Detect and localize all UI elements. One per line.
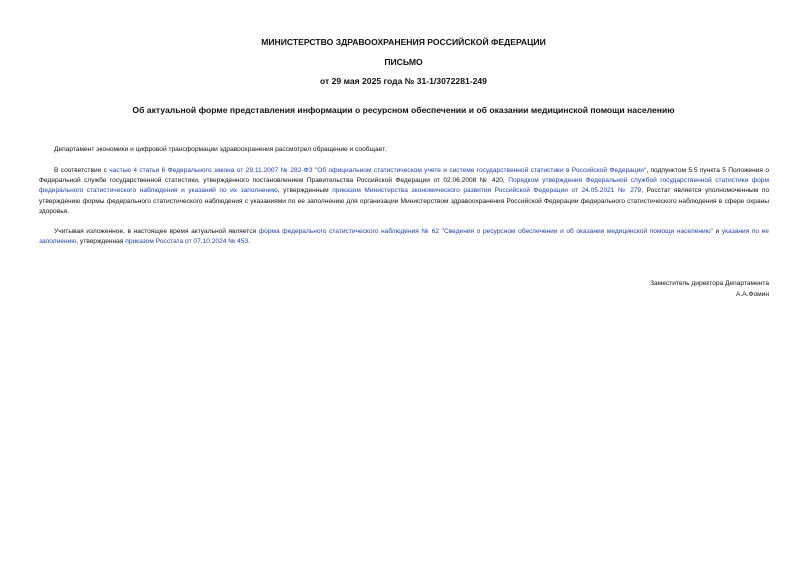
paragraph-intro bbox=[39, 145, 769, 155]
link-rosstat-forms-procedure[interactable]: Порядком утверждения Федеральной службой государственной статистики форм федерального статистического наблюдения и указаний по их заполнению bbox=[39, 177, 769, 195]
p2-text-4: , Росстат является уполномоченным по утверждению формы федерального статистического наблюдения с указаниями по ее заполнению для организации Министерством здравоохранения Российской Федерации федерального статистического наблюдения в сфере охраны здоровья. bbox=[39, 187, 769, 215]
p2-text-1: В соответствии с bbox=[54, 167, 110, 174]
ministry-title: МИНИСТЕРСТВО ЗДРАВООХРАНЕНИЯ РОССИЙСКОЙ ФЕДЕРАЦИИ bbox=[261, 37, 546, 47]
p2-text-3: , утвержденным bbox=[277, 187, 333, 195]
p3-text-2: и bbox=[713, 228, 722, 235]
link-form-62-instructions[interactable]: указания по ее заполнению bbox=[39, 228, 769, 246]
p3-text-3: , утвержденная bbox=[76, 238, 126, 246]
document-subject: Об актуальной форме представления информации о ресурсном обеспечении и об оказании медицинской помощи населению bbox=[132, 105, 675, 115]
p3-text-1: Учитывая изложенное, в настоящее время актуальной является bbox=[54, 228, 259, 235]
link-rosstat-order-453[interactable]: приказом Росстата от 07.10.2024 № 453 bbox=[125, 238, 249, 246]
paragraph-conclusion bbox=[39, 227, 769, 247]
signature-name: А.А.Фомин bbox=[736, 291, 769, 298]
link-minek-order-279[interactable]: приказом Министерства экономического развития Российской Федерации от 24.05.2021 № 279 bbox=[332, 187, 642, 195]
p3-text-4: . bbox=[248, 238, 251, 246]
p2-text-2: , подпунктом 5.5 пункта 5 Положения о Федеральной службе государственной статистики, утвержденного постановлением Правительства Российской Федерации от 02.06.2008 № 420, bbox=[39, 167, 769, 185]
paragraph-intro-text: Департамент экономики и цифровой трансформации здравоохранения рассмотрел обращение и сообщает. bbox=[54, 146, 387, 153]
paragraph-legal-basis bbox=[39, 166, 769, 217]
link-form-62[interactable]: форма федерального статистического наблюдения № 62 "Сведения о ресурсном обеспечении и об оказании медицинской помощи населению" bbox=[258, 228, 713, 235]
document-date-number: от 29 мая 2025 года № 31-1/3072281-249 bbox=[320, 76, 487, 86]
link-federal-law-282[interactable]: частью 4 статьи 6 Федерального закона от 29.11.2007 № 282-ФЗ "Об официальном статистическом учете и системе государственной статистики в Российской Федерации" bbox=[109, 167, 647, 174]
signature-position: Заместитель директора Департамента bbox=[650, 280, 769, 287]
document-type: ПИСЬМО bbox=[384, 57, 423, 67]
